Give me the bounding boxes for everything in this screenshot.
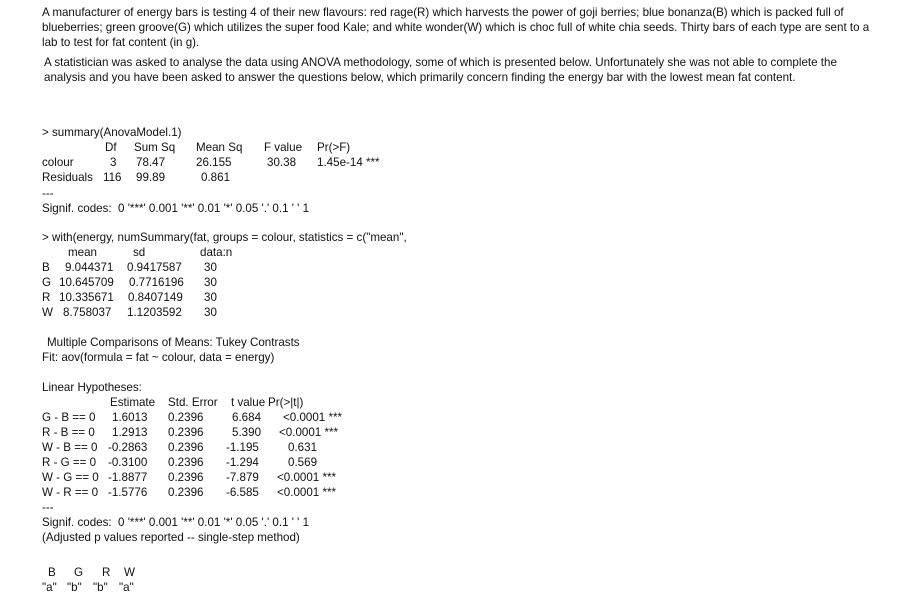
anova-separator: --- <box>42 187 54 200</box>
anova-signif-codes: Signif. codes: 0 '***' 0.001 '**' 0.01 '*' 0.05 '.' 0.1 ' ' 1 <box>42 202 310 215</box>
anova-row-df: 116 <box>103 171 122 184</box>
tukey-row-stderr: 0.2396 <box>168 471 204 484</box>
summary-row-sd: 0.7716196 <box>129 276 184 289</box>
tukey-hypotheses-label: Linear Hypotheses: <box>42 381 142 394</box>
letter-group: G <box>74 566 84 579</box>
tukey-row-estimate: 1.2913 <box>112 426 148 439</box>
tukey-header-t: t value <box>231 396 266 409</box>
summary-row-mean: 9.044371 <box>65 261 114 274</box>
tukey-row-label: W - G == 0 <box>42 471 99 484</box>
anova-row-sumsq: 78.47 <box>136 156 166 169</box>
anova-row-label: colour <box>42 156 74 169</box>
tukey-row-estimate: -0.3100 <box>108 456 148 469</box>
summary-row-mean: 10.335671 <box>59 291 114 304</box>
summary-row-mean: 8.758037 <box>63 306 112 319</box>
tukey-row-stderr: 0.2396 <box>168 456 204 469</box>
tukey-row-t: -7.879 <box>226 471 259 484</box>
summary-header-mean: mean <box>68 246 98 259</box>
anova-command: > summary(AnovaModel.1) <box>42 126 182 139</box>
tukey-adjusted-note: (Adjusted p values reported -- single-step method) <box>42 531 300 544</box>
tukey-row-label: R - G == 0 <box>42 456 97 469</box>
tukey-row-estimate: -0.2863 <box>108 441 148 454</box>
tukey-row-stderr: 0.2396 <box>168 486 204 499</box>
tukey-row-label: W - B == 0 <box>42 441 98 454</box>
tukey-header-stderr: Std. Error <box>168 396 218 409</box>
summary-row-sd: 1.1203592 <box>127 306 182 319</box>
summary-row-sd: 0.9417587 <box>127 261 182 274</box>
tukey-row-p: <0.0001 *** <box>279 426 338 439</box>
tukey-signif-codes: Signif. codes: 0 '***' 0.001 '**' 0.01 '*' 0.05 '.' 0.1 ' ' 1 <box>42 516 310 529</box>
tukey-row-estimate: -1.5776 <box>108 486 148 499</box>
anova-header-p: Pr(>F) <box>317 141 351 154</box>
tukey-row-estimate: 1.6013 <box>112 411 148 424</box>
tukey-row-estimate: -1.8877 <box>108 471 148 484</box>
tukey-row-p: 0.631 <box>288 441 318 454</box>
summary-row-group: W <box>42 306 53 319</box>
summary-command: > with(energy, numSummary(fat, groups = colour, statistics = c("mean", <box>42 231 407 244</box>
tukey-row-t: 5.390 <box>232 426 262 439</box>
summary-row-n: 30 <box>204 261 217 274</box>
anova-row-label: Residuals <box>42 171 93 184</box>
summary-row-group: B <box>42 261 50 274</box>
summary-row-group: G <box>42 276 52 289</box>
tukey-row-t: -1.294 <box>226 456 259 469</box>
tukey-separator: --- <box>42 501 54 514</box>
intro-paragraph-2: A statistician was asked to analyse the data using ANOVA methodology, some of which is presented below. Unfortunately she was not able to complete the analysis and you have been asked to answer the questions below, which primarily concern finding the energy bar with the lowest mean fat content. <box>44 56 837 84</box>
letter-group: W <box>124 566 135 579</box>
summary-row-n: 30 <box>204 291 217 304</box>
anova-row-df: 3 <box>110 156 117 169</box>
anova-header-f: F value <box>264 141 303 154</box>
summary-row-n: 30 <box>204 276 217 289</box>
tukey-row-p: <0.0001 *** <box>277 471 336 484</box>
letter-group: B <box>48 566 56 579</box>
anova-row-p: 1.45e-14 *** <box>317 156 380 169</box>
tukey-row-label: W - R == 0 <box>42 486 99 499</box>
letter-code: "b" <box>67 581 82 594</box>
letter-code: "b" <box>93 581 108 594</box>
letter-group: R <box>102 566 111 579</box>
anova-row-meansq: 0.861 <box>201 171 231 184</box>
summary-row-group: R <box>42 291 51 304</box>
tukey-header-p: Pr(>|t|) <box>268 396 304 409</box>
summary-row-sd: 0.8407149 <box>128 291 183 304</box>
letter-code: "a" <box>119 581 134 594</box>
tukey-row-stderr: 0.2396 <box>168 411 204 424</box>
letter-code: "a" <box>42 581 57 594</box>
tukey-row-p: 0.569 <box>288 456 318 469</box>
tukey-row-p: <0.0001 *** <box>277 486 336 499</box>
tukey-row-stderr: 0.2396 <box>168 426 204 439</box>
tukey-row-p: <0.0001 *** <box>283 411 342 424</box>
tukey-header-estimate: Estimate <box>110 396 156 409</box>
tukey-row-t: -1.195 <box>226 441 259 454</box>
tukey-row-label: R - B == 0 <box>42 426 95 439</box>
tukey-fit: Fit: aov(formula = fat ~ colour, data = energy) <box>42 351 275 364</box>
anova-row-sumsq: 99.89 <box>136 171 166 184</box>
summary-header-sd: sd <box>133 246 146 259</box>
tukey-row-stderr: 0.2396 <box>168 441 204 454</box>
summary-row-mean: 10.645709 <box>59 276 114 289</box>
summary-header-n: data:n <box>200 246 233 259</box>
summary-row-n: 30 <box>204 306 217 319</box>
anova-header-meansq: Mean Sq <box>196 141 243 154</box>
tukey-row-label: G - B == 0 <box>42 411 96 424</box>
tukey-row-t: 6.684 <box>232 411 262 424</box>
tukey-row-t: -6.585 <box>226 486 259 499</box>
intro-paragraph-1: A manufacturer of energy bars is testing 4 of their new flavours: red rage(R) which harvests the power of goji berries; blue bonanza(B) which is packed full of blueberries; green groove(G) which utilizes the super food Kale; and white wonder(W) which is choc full of white chia seeds. Thirty bars of each type are sent to a lab to test for fat content (in g). <box>42 6 870 49</box>
anova-header-sumsq: Sum Sq <box>134 141 176 154</box>
anova-header-df: Df <box>105 141 117 154</box>
anova-row-f: 30.38 <box>267 156 297 169</box>
tukey-title: Multiple Comparisons of Means: Tukey Contrasts <box>47 336 300 349</box>
anova-row-meansq: 26.155 <box>196 156 232 169</box>
